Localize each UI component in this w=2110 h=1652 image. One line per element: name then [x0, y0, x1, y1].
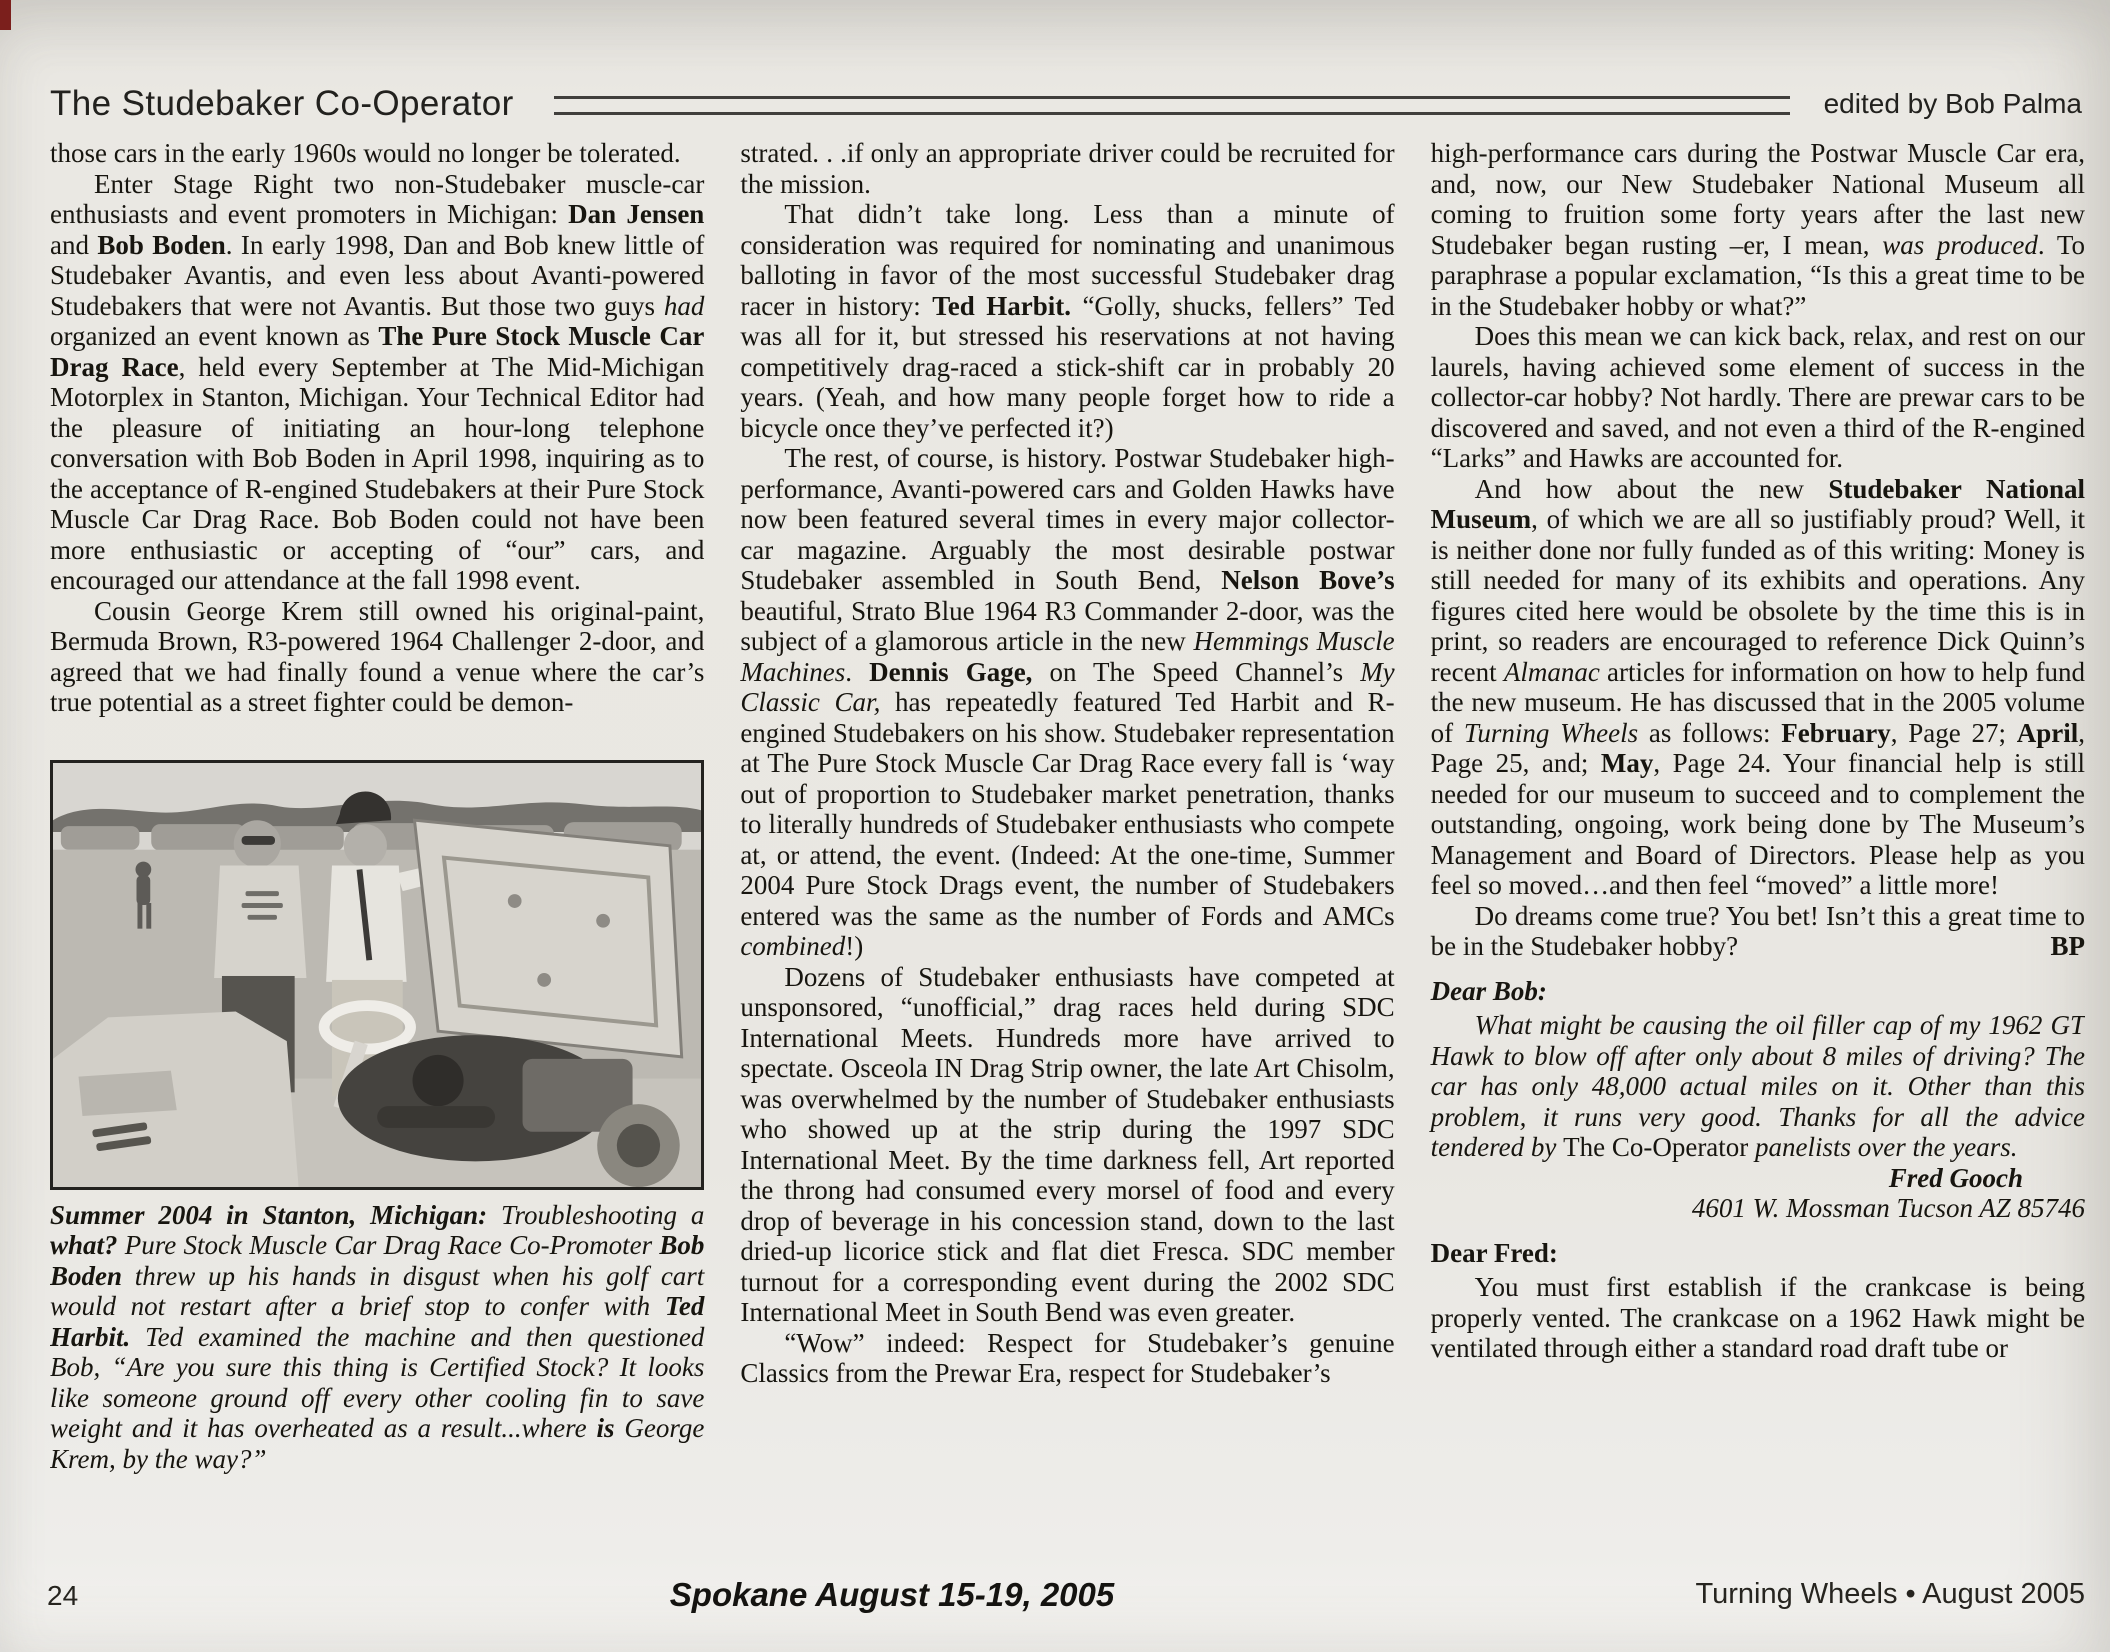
column-3	[1431, 138, 2085, 1566]
text-run: panelists over the years.	[1748, 1132, 2018, 1162]
text-run: Summer 2004 in Stanton, Michigan:	[50, 1199, 488, 1230]
column-1	[50, 138, 704, 1566]
text-run: Turning Wheels	[1463, 717, 1639, 748]
header-double-rule	[554, 96, 1790, 115]
text-run: those cars in the early 1960s would no longer be tolerated.	[50, 138, 681, 168]
text-run: The Co-Operator	[1563, 1132, 1749, 1162]
text-run: Troubleshooting a	[487, 1199, 705, 1230]
raised-engine-cover	[414, 820, 681, 1057]
footer-event-banner: Spokane August 15-19, 2005	[669, 1576, 1115, 1613]
text-run: The rest, of course, is history. Postwar Studebaker high-performance, Avanti-powered cars and Golden Hawks have now been featured several times in every major collector-car magazine. Arguably the most desirable postwar Studebaker assembled in South Bend,	[740, 443, 1395, 595]
text-run: Cousin George Krem still owned his original-paint, Bermuda Brown, R3-powered 1964 Challenger 2-door, and agreed that we had finally found a venue where the car’s true potential as a street fighter could be demon-	[50, 595, 705, 717]
text-run: on The Speed Channel’s	[1032, 656, 1361, 687]
text-run: is	[596, 1413, 615, 1443]
text-run: threw up his hands in disgust when his golf cart would not restart after a brief stop to confer with	[50, 1260, 705, 1321]
scan-artifact	[0, 0, 11, 30]
text-run: and	[50, 229, 98, 260]
text-run: That didn’t take long. Less than a minute of consideration was required for nominating and unanimous balloting in favor of the most successful Studebaker drag racer in history:	[740, 199, 1395, 321]
paragraph	[1431, 901, 2085, 962]
text-run: 4601 W. Mossman Tucson AZ 85746	[1691, 1193, 2085, 1223]
text-run: , held every September at The Mid-Michigan Motorplex in Stanton, Michigan. Your Technical Editor had the pleasure of initiating an hour-long telephone conversation with Bob Boden in April 1998, inquiring as to the acceptance of R-engined Studebakers at their Pure Stock Muscle Car Drag Race. Bob Boden could not have been more enthusiastic or accepting of “our” cars, and encouraged our attendance at the fall 1998 event.	[50, 351, 705, 595]
text-run: as follows:	[1638, 717, 1782, 748]
text-run: articles for information on how to help fund the new museum. He has discussed that in the 2005 volume of	[1430, 656, 2085, 748]
text-run: strated. . .if only an appropriate driver could be recruited for the mission.	[740, 138, 1395, 199]
text-run: , Page 25, and;	[1430, 717, 2085, 778]
text-run: Enter Stage Right two non-Studebaker muscle-car enthusiasts and event promoters in Michigan:	[50, 168, 705, 229]
paragraph	[740, 199, 1394, 443]
text-run: The Pure Stock Muscle Car Drag Race	[50, 321, 705, 382]
page-footer	[47, 1576, 2085, 1622]
text-run: Bob Boden	[50, 1230, 705, 1291]
photo-caption	[50, 1200, 704, 1475]
text-run: Almanac	[1503, 656, 1600, 687]
text-run: was produced	[1882, 229, 2038, 260]
text-run: And how about the new	[1474, 473, 1829, 504]
text-run: has repeatedly featured Ted Harbit and R-engined Studebakers on his show. Studebaker representation at The Pure Stock Muscle Car Drag Race every fall is ‘way out of proportion to Studebaker market penetration, thanks to literally hundreds of Studebaker enthusiasts who compete at, or attend, the event. (Indeed: At the one-time, Summer 2004 Pure Stock Drags event, the number of Studebakers entered was the same as the number of Fords and AMCs	[740, 687, 1395, 931]
text-run: Dear Fred:	[1430, 1237, 1558, 1268]
text-run: had	[663, 290, 705, 321]
page-header	[50, 84, 2082, 124]
text-run: what?	[50, 1230, 118, 1260]
text-run: combined	[740, 931, 846, 961]
text-run: . To paraphrase a popular exclamation, “Is this a great time to be in the Studebaker hobby or what?”	[1430, 229, 2085, 321]
paragraph	[50, 138, 704, 169]
text-run: Dozens of Studebaker enthusiasts have competed at unsponsored, “unofficial,” drag races held during SDC International Meets. Hundreds more have arrived to spectate. Osceola IN Drag Strip owner, the late Art Chisolm, was overwhelmed by the number of Studebaker enthusiasts who showed up at the strip during the 1997 SDC International Meet. By the time darkness fell, Art reported the throng had consumed every morsel of food and every drop of beverage in his concession stand, down to the last dried-up licorice stick and flat diet Fresca. SDC member turnout for a corresponding event during the 2002 SDC International Meet in South Bend was even greater.	[740, 961, 1395, 1327]
text-run: .	[845, 656, 870, 687]
text-run: Dan Jensen	[568, 199, 705, 229]
text-run: Do dreams come true? You bet! Isn’t this a great time to be in the Studebaker hobby?	[1430, 900, 2085, 961]
paragraph	[1431, 138, 2085, 321]
letter-address	[1431, 1193, 2085, 1224]
paragraph	[50, 169, 704, 596]
text-run: May	[1600, 748, 1654, 778]
photo-placeholder	[53, 763, 701, 1187]
text-run: Bob Boden	[97, 229, 226, 260]
paragraph	[1431, 321, 2085, 474]
text-run: Studebaker National Museum	[1430, 473, 2085, 534]
text-run: Hemmings Muscle Machines	[740, 626, 1395, 687]
text-run: February	[1781, 717, 1891, 748]
letter-body	[1431, 1010, 2085, 1163]
text-run: Ted examined the machine and then questioned Bob, “Are you sure this thing is Certified Stock? It looks like someone ground off every other cooling fin to save weight and it has overheated as a result...where	[50, 1321, 705, 1443]
text-run: , Page 24. Your financial help is still needed for our museum to succeed and to complement the outstanding, ongoing, work being done by The Museum’s Management and Board of Directors. Please help as you feel so moved…and then feel “moved” a little more!	[1430, 748, 2085, 900]
text-run: “Wow” indeed: Respect for Studebaker’s genuine Classics from the Prewar Era, respect for Studebaker’s	[740, 1327, 1395, 1388]
text-run: high-performance cars during the Postwar Muscle Car era, and, now, our New Studebaker National Museum all coming to fruition some forty years after the last new Studebaker began rusting –er, I mean,	[1430, 138, 2085, 260]
text-run: , of which we are all so justifiably proud? Well, it is neither done nor fully funded as of this writing: Money is still needed for many of its exhibits and operations. Any figures cited here would be obsolete by the time this is in print, so readers are encouraged to reference Dick Quinn’s recent	[1430, 504, 2085, 687]
text-run: !)	[845, 931, 864, 961]
text-run: “Golly, shucks, fellers” Ted was all for it, but stressed his reservations at not having competitively drag-raced a stick-shift car in probably 20 years. (Yeah, and how many people forget how to ride a bicycle once they’ve perfected it?)	[740, 290, 1395, 443]
text-run: BP	[2050, 931, 2085, 961]
golf-cart-photo	[50, 760, 704, 1190]
text-run: Dear Bob:	[1430, 975, 1547, 1006]
letter-salutation	[1431, 976, 2085, 1007]
article-columns	[50, 138, 2085, 1566]
footer-publication: Turning Wheels • August 2005	[1695, 1578, 2085, 1610]
text-run: What might be causing the oil filler cap of my 1962 GT Hawk to blow off after only about 8 miles of driving? The car has only 48,000 actual miles on it. Other than this problem, it runs very good. Thanks for all the advice tendered by	[1430, 1010, 2085, 1162]
column-2	[740, 138, 1394, 1566]
edited-by-credit: edited by Bob Palma	[1823, 88, 2082, 119]
paragraph	[50, 596, 704, 718]
text-run: Does this mean we can kick back, relax, and rest on our laurels, having achieved some element of success in the collector-car hobby? Not hardly. There are prewar cars to be discovered and saved, and not even a third of the R-engined “Larks” and Hawks are accounted for.	[1430, 321, 2085, 473]
text-run: Dennis Gage,	[869, 656, 1033, 687]
text-run: , Page 27;	[1890, 717, 2017, 748]
text-run: Nelson Bove’s	[1221, 565, 1395, 595]
letter-signature	[1431, 1163, 2085, 1194]
page-title: The Studebaker Co-Operator	[50, 84, 514, 123]
text-run: Ted Harbit.	[50, 1291, 705, 1352]
text-run: April	[2016, 717, 2079, 748]
paragraph	[740, 138, 1394, 199]
text-run: George Krem, by the way?”	[50, 1413, 705, 1474]
reply-salutation	[1431, 1238, 2085, 1269]
text-run: Fred Gooch	[1888, 1162, 2023, 1193]
page-number: 24	[47, 1580, 79, 1611]
paragraph	[740, 443, 1394, 962]
text-run: . In early 1998, Dan and Bob knew little of Studebaker Avantis, and even less about Avanti-powered Studebakers that were not Avantis. But those two guys	[50, 229, 705, 321]
paragraph	[740, 962, 1394, 1328]
text-run: Ted Harbit.	[932, 290, 1071, 321]
text-run: organized an event known as	[50, 321, 379, 351]
paragraph	[1431, 1272, 2085, 1364]
text-run: beautiful, Strato Blue 1964 R3 Commander 2-door, was the subject of a glamorous article in the new	[740, 595, 1395, 656]
paragraph	[1431, 474, 2085, 901]
text-run: Pure Stock Muscle Car Drag Race Co-Promoter	[117, 1230, 660, 1260]
text-run: My Classic Car,	[740, 656, 1395, 717]
paragraph	[740, 1328, 1394, 1389]
text-run: You must first establish if the crankcase is being properly vented. The crankcase on a 1962 Hawk might be ventilated through either a standard road draft tube or	[1430, 1272, 2085, 1363]
